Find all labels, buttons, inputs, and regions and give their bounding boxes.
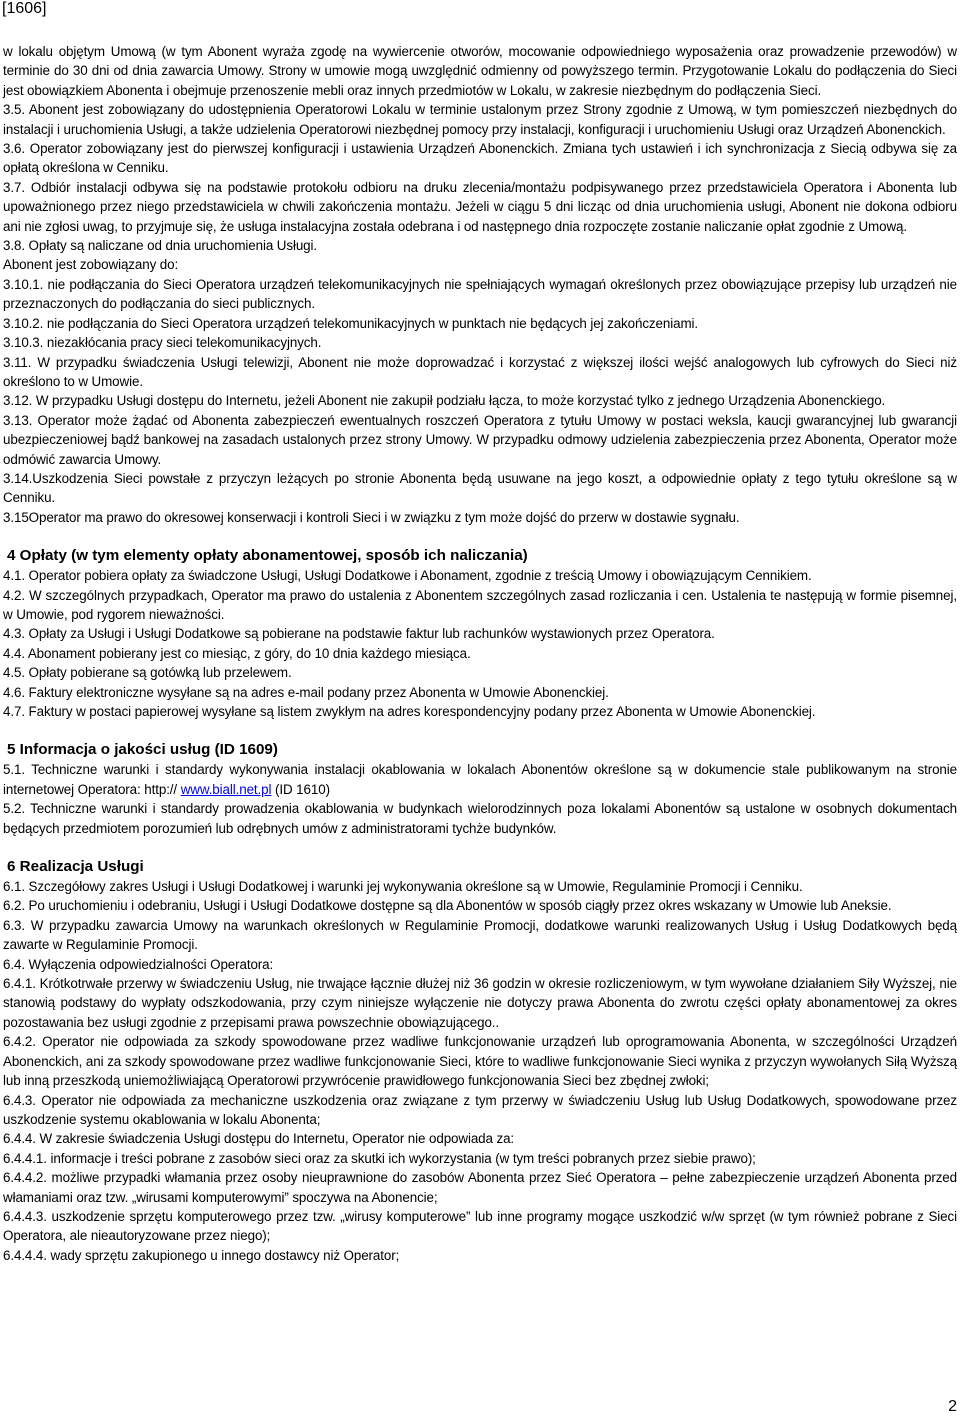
paragraph-6-4-4-2: 6.4.4.2. możliwe przypadki włamania przez osoby nieuprawnione do zasobów Abonenta przez Sieć Operatora – pełne zabezpieczenie urządzeń Abonenta przed włamaniami oraz tzw. „wirusami komputerowymi” spoczywa na Abonencie;: [3, 1170, 957, 1205]
paragraph-3-4-continued: w lokalu objętym Umową (w tym Abonent wyraża zgodę na wywiercenie otworów, mocowanie odpowiedniego wyposażenia oraz prowadzenie przewodów) w terminie do 30 dni od dnia zawarcia Umowy. Strony w umowie mogą uwzględnić odmienny od powyższego termin. Przygotowanie Lokalu do podłączenia do Sieci jest obowiązkiem Abonenta i obejmuje przenoszenie mebli oraz innych przedmiotów w Lokalu, w zakresie niezbędnym do podłączenia Sieci.: [3, 44, 957, 98]
paragraph-3-13: 3.13. Operator może żądać od Abonenta zabezpieczeń ewentualnych roszczeń Operatora z tytułu Umowy w postaci weksla, kaucji gwarancyjnej lub gwarancji ubezpieczeniowej bądź bankowej na zasadach ustalonych przez strony Umowy. W przypadku odmowy udzielenia zabezpieczenia przez Abonenta, Operator może odmówić zawarcia Umowy.: [3, 412, 957, 467]
paragraph-3-8: 3.8. Opłaty są naliczane od dnia uruchomienia Usługi.: [3, 238, 318, 254]
paragraph-5-1: [3, 760, 957, 799]
paragraph-6-2: 6.2. Po uruchomieniu i odebraniu, Usługi i Usługi Dodatkowe dostępne są dla Abonentów w sposób ciągły przez okres wskazany w Umowie lub Aneksie.: [3, 898, 892, 914]
paragraph-4-3: 4.3. Opłaty za Usługi i Usługi Dodatkowe są pobierane na podstawie faktur lub rachunków wystawionych przez Operatora.: [3, 626, 715, 642]
paragraph-4-1: 4.1. Operator pobiera opłaty za świadczone Usługi, Usługi Dodatkowe i Abonament, zgodnie z treścią Umowy i obowiązującym Cennikiem.: [3, 568, 812, 584]
document-id: [1606]: [2, 0, 47, 17]
paragraph-3-6: 3.6. Operator zobowiązany jest do pierwszej konfiguracji i ustawienia Urządzeń Abonenckich. Zmiana tych ustawień i ich synchronizacja z Siecią odbywa się za opłatą określona w Cenniku.: [3, 141, 957, 176]
paragraph-3-15: 3.15Operator ma prawo do okresowej konserwacji i kontroli Sieci i w związku z tym może dojść do przerw w dostawie sygnału.: [3, 509, 740, 525]
paragraph-3-11: 3.11. W przypadku świadczenia Usługi telewizji, Abonent nie może doprowadzać i korzystać z większej ilości wejść analogowych lub cyfrowych do Sieci niż określono to w Umowie.: [3, 354, 957, 389]
paragraph-3-10-1: 3.10.1. nie podłączania do Sieci Operatora urządzeń telekomunikacyjnych nie spełniających wymagań określonych przez obowiązujące przepisy lub urządzeń nie przeznaczonych do podłączania do sieci publicznych.: [3, 276, 957, 312]
paragraph-3-10-2: 3.10.2. nie podłączania do Sieci Operatora urządzeń telekomunikacyjnych w punktach nie będących jej zakończeniami.: [3, 315, 698, 331]
paragraph-6-4-2: 6.4.2. Operator nie odpowiada za szkody spowodowane przez wadliwe funkcjonowanie urządzeń lub oprogramowania Abonenta, w szczególności Urządzeń Abonenckich, ani za szkody spowodowane przez wadliwe funkcjonowanie Sieci, które to wadliwe funkcjonowanie Sieci wynika z przyczyn wywołanych Siłą Wyższą lub inną przeszkodą uniemożliwiającą Operatorowi przywrócenie prawidłowego funkcjonowania Sieci bez zbędnej zwłoki;: [3, 1034, 957, 1089]
paragraph-6-3: 6.3. W przypadku zawarcia Umowy na warunkach określonych w Regulaminie Promocji, dodatkowe warunki realizowanych Usług i Usług Dodatkowych będą zawarte w Regulaminie Promocji.: [3, 917, 957, 953]
paragraph-6-1: 6.1. Szczegółowy zakres Usługi i Usługi Dodatkowej i warunki jej wykonywania określone są w Umowie, Regulaminie Promocji i Cenniku.: [3, 879, 803, 895]
document-body: [3, 42, 957, 1265]
paragraph-6-4-4: 6.4.4. W zakresie świadczenia Usługi dostępu do Internetu, Operator nie odpowiada za:: [3, 1131, 515, 1147]
paragraph-6-4-4-4: 6.4.4.4. wady sprzętu zakupionego u innego dostawcy niż Operator;: [3, 1247, 400, 1263]
paragraph-3-7: 3.7. Odbiór instalacji odbywa się na podstawie protokołu odbioru na druku zlecenia/montażu podpisywanego przez przedstawiciela Operatora i Abonenta lub upoważnionego przez niego przedstawiciela w chwili zakończenia montażu. Jeżeli w ciągu 5 dni licząc od dnia uruchomienia usługi, Abonent nie dokona odbioru ani nie zgłosi uwag, to przyjmuje się, że usługa instalacyjna została odebrana i od następnego dnia rozpoczęte zostanie naliczanie opłat zgodnie z Umową.: [3, 179, 957, 234]
paragraph-5-1-text: 5.1. Techniczne warunki i standardy wykonywania instalacji okablowania w lokalach Abonentów określone są w dokumencie stale publikowanym na stronie internetowej Operatora: http://: [3, 762, 957, 797]
paragraph-4-6: 4.6. Faktury elektroniczne wysyłane są na adres e-mail podany przez Abonenta w Umowie Abonenckiej.: [3, 684, 609, 700]
paragraph-5-1-id: (ID 1610): [271, 781, 330, 797]
paragraph-4-2: 4.2. W szczególnych przypadkach, Operator ma prawo do ustalenia z Abonentem szczególnych zasad rozliczania i cen. Ustalenia te następują w formie pisemnej, w Umowie, pod rygorem nieważności.: [3, 587, 957, 622]
operator-website-link[interactable]: www.biall.net.pl: [180, 781, 272, 797]
paragraph-3-12: 3.12. W przypadku Usługi dostępu do Internetu, jeżeli Abonent nie zakupił podziału łącza, to może korzystać tylko z jednego Urządzenia Abonenckiego.: [3, 393, 886, 409]
paragraph-5-2: 5.2. Techniczne warunki i standardy prowadzenia okablowania w budynkach wielorodzinnych poza lokalami Abonentów są ustalone w osobnych dokumentach będących przedmiotem porozumień lub odrębnych umów z administratorami tychże budynków.: [3, 801, 957, 836]
section-5-heading: 5 Informacja o jakości usług (ID 1609): [7, 741, 278, 759]
paragraph-3-9-intro: Abonent jest zobowiązany do:: [3, 257, 179, 273]
paragraph-4-4: 4.4. Abonament pobierany jest co miesiąc, z góry, do 10 dnia każdego miesiąca.: [3, 645, 471, 661]
paragraph-3-10-3: 3.10.3. niezakłócania pracy sieci telekomunikacyjnych.: [3, 335, 322, 351]
paragraph-6-4-4-3: 6.4.4.3. uszkodzenie sprzętu komputerowego przez tzw. „wirusy komputerowe” lub inne programy mogące uszkodzić w/w sprzęt (w tym również pobrane z Sieci Operatora, ale nieautoryzowane przez niego);: [3, 1208, 957, 1244]
section-6-heading: 6 Realizacja Usługi: [7, 858, 144, 876]
paragraph-3-5: 3.5. Abonent jest zobowiązany do udostępnienia Operatorowi Lokalu w terminie ustalonym przez Strony zgodnie z Umową, w tym pomieszczeń niezbędnych do instalacji i uruchomienia Usługi, a także udzielenia Operatorowi niezbędnej pomocy przy instalacji, konfiguracji i uruchomieniu Usługi oraz Urządzeń Abonenckich.: [3, 102, 957, 137]
paragraph-6-4-4-1: 6.4.4.1. informacje i treści pobrane z zasobów sieci oraz za skutki ich wykorzystania (w tym treści pobranych przez siebie prawo);: [3, 1150, 756, 1166]
paragraph-6-4-1: 6.4.1. Krótkotrwałe przerwy w świadczeniu Usług, nie trwające łącznie dłużej niż 36 godzin w okresie rozliczeniowym, w tym wywołane działaniem Siły Wyższej, nie stanowią podstawy do wypłaty odszkodowania, przy czym niniejsze wyłączenie nie dotyczy prawa Abonenta do zwrotu części opłaty abonamentowej za okres pozostawania bez usługi zgodnie z przepisami prawa powszechnie obowiązującego..: [3, 976, 957, 1030]
paragraph-6-4: 6.4. Wyłączenia odpowiedzialności Operatora:: [3, 956, 274, 972]
page-number: 2: [948, 1398, 957, 1415]
paragraph-6-4-3: 6.4.3. Operator nie odpowiada za mechaniczne uszkodzenia oraz związane z tym przerwy w świadczeniu Usług lub Usług Dodatkowych, spowodowane przez uszkodzenie systemu okablowania w lokalu Abonenta;: [3, 1092, 957, 1127]
paragraph-4-5: 4.5. Opłaty pobierane są gotówką lub przelewem.: [3, 665, 292, 681]
paragraph-4-7: 4.7. Faktury w postaci papierowej wysyłane są listem zwykłym na adres korespondencyjny podany przez Abonenta w Umowie Abonenckiej.: [3, 704, 816, 719]
paragraph-3-14: 3.14.Uszkodzenia Sieci powstałe z przyczyn leżących po stronie Abonenta będą usuwane na jego koszt, a odpowiednie opłaty z tego tytułu określone są w Cenniku.: [3, 470, 957, 506]
section-4-heading: 4 Opłaty (w tym elementy opłaty abonamentowej, sposób ich naliczania): [7, 547, 528, 565]
